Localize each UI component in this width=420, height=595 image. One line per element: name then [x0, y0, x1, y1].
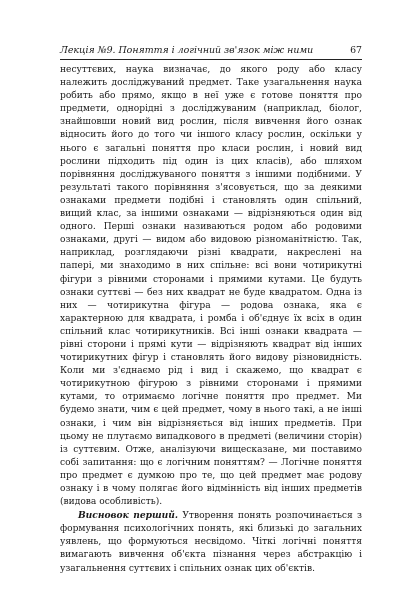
conclusion-heading: Висновок перший. — [78, 510, 179, 522]
page-number: 67 — [350, 45, 362, 56]
paragraph-conclusion — [60, 509, 362, 575]
paragraph-text: несуттєвих, наука визначає, до якого роду або класу належить досліджуваний предмет. Таке узагальнення наука робить або прямо, якщо в неї уже є готове поняття про предмети, однорідні з досліджуваним (наприклад, біолог, знайшовши новий вид рослин, після вивчення його ознак відносить його до того чи іншого класу рослин, оскільки у нього є загальні поняття про класи рослин, і новий вид рослини підходить під один із цих класів), або шляхом порівняння досліджуваного поняття з іншими подібними. У результаті такого порівняння з'ясовується, що за деякими ознаками предмети подібні і становлять один спільний, вищий клас, за іншими ознаками — відрізняються один від одного. Перші ознаки називаються родом або родовими ознаками, другі — видом або видовою різноманітністю. Так, наприклад, розглядаючи різні квадрати, накреслені на папері, ми знаходимо в них спільне: всі вони чотирикутні фігури з рівними сторонами і прямими кутами. Це будуть ознаки суттєві — без них квадрат не буде квадратом. Одна із них — чотирикутна фігура — родова ознака, яка є характерною для квадрата, і ромба і об'єднує їх всіх в один спільний клас чотирикутників. Всі інші ознаки квадрата — рівні сторони і прямі кути — відрізняють квадрат від інших чотирикутних фігур і становлять його видову різновидність. Коли ми з'єднаємо рід і вид і скажемо, що квадрат є чотирикутною фігурою з рівними сторонами і прямими кутами, то отримаємо логічне поняття про предмет. Ми будемо знати, чим є цей предмет, чому в нього такі, а не інші ознаки, і чим він відрізняється від інших предметів. При цьому не плутаємо випадкового в предметі (величини сторін) із суттєвим. Отже, аналізуючи вищесказане, ми поставимо собі запитання: що є логічним поняттям? — Логічне поняття про предмет є думкою про те, що цей предмет має родову ознаку і в чому полягає його відмінність від інших предметів (видова особливість). — [60, 65, 362, 508]
running-title: Лекція №9. Поняття і логічний зв'язок між ними — [60, 45, 314, 56]
header-rule — [60, 59, 362, 60]
paragraph-continued — [60, 64, 362, 509]
paragraph-text: Утворення понять розпочинається з формування психологічних понять, які близькі до загальних уявлень, що формуються несвідомо. Чіткі логічні поняття вимагають вивчення об'єкта пізнання через абстракцію і узагальнення суттєвих і спільних ознак цих об'єктів. — [60, 511, 362, 574]
body-text — [60, 64, 362, 576]
running-head — [60, 44, 362, 58]
